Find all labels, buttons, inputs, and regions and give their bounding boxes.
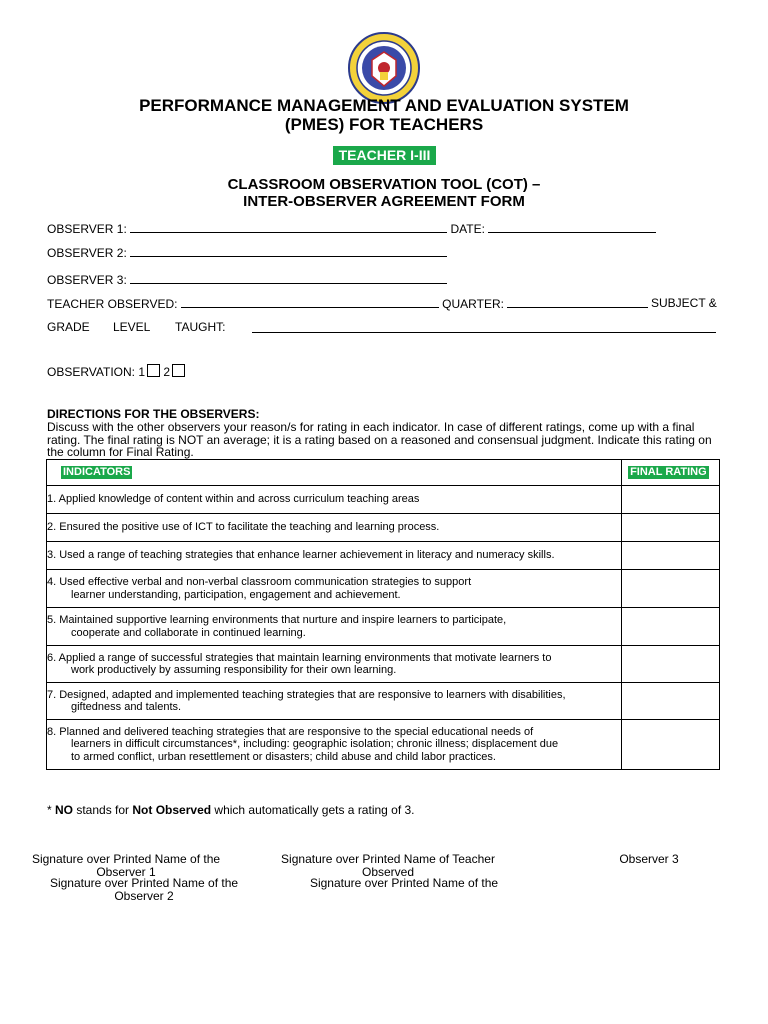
signature-observer-1-line-1: Signature over Printed Name of the [31, 852, 221, 866]
observer-2-label: OBSERVER 2: [47, 246, 127, 260]
observer-2-line[interactable] [130, 245, 447, 257]
observer-3-row [47, 272, 447, 287]
signature-observer-1-line-2: Observer 1 [96, 864, 156, 879]
footnote-no: NO [55, 803, 74, 817]
observer-3-line[interactable] [130, 272, 447, 284]
deped-seal-logo [348, 32, 420, 104]
final-rating-cell[interactable] [622, 570, 720, 608]
indicators-header: INDICATORS [63, 466, 131, 479]
observer-1-label: OBSERVER 1: [47, 222, 127, 236]
date-label: DATE: [450, 222, 485, 236]
indicator-cell [47, 720, 622, 770]
observation-1-checkbox[interactable] [147, 364, 160, 377]
observer-3-label: OBSERVER 3: [47, 273, 127, 287]
final-rating-header: FINAL RATING [630, 466, 707, 479]
signature-observer-3-line-1: Signature over Printed Name of the [309, 876, 499, 890]
signature-observer-3-label: Observer 3 [619, 852, 679, 866]
table-row [47, 646, 720, 683]
indicator-text-continued-2: to armed conflict, urban resettlement or disasters; child abuse and child labor practices. [71, 750, 496, 763]
teacher-observed-label: TEACHER OBSERVED: [47, 297, 178, 311]
observer-2-row [47, 245, 447, 260]
indicator-text-continued: cooperate and collaborate in continued learning. [71, 626, 306, 639]
form-subtitle-line-2: INTER-OBSERVER AGREEMENT FORM [243, 193, 525, 210]
footnote-not-observed: Not Observed [132, 803, 212, 817]
footnote [47, 803, 415, 817]
final-rating-cell[interactable] [622, 486, 720, 514]
directions-heading: DIRECTIONS FOR THE OBSERVERS: [47, 407, 260, 421]
signature-observer-3-partial [304, 877, 504, 890]
indicator-cell [47, 486, 622, 514]
indicator-text-continued: work productively by assuming responsibility for their own learning. [71, 664, 397, 676]
indicator-cell [47, 608, 622, 646]
indicator-cell [47, 514, 622, 542]
indicators-table [46, 459, 720, 770]
observer-1-line[interactable] [130, 221, 447, 233]
date-line[interactable] [488, 221, 656, 233]
form-title-line-1: PERFORMANCE MANAGEMENT AND EVALUATION SYSTEM [139, 96, 629, 115]
teacher-level-badge: TEACHER I-III [333, 146, 436, 165]
signature-observer-1 [26, 853, 226, 878]
grade-label: GRADE [47, 320, 90, 334]
table-row [47, 720, 720, 770]
footnote-prefix: * [47, 803, 56, 817]
final-rating-cell[interactable] [622, 683, 720, 720]
quarter-line[interactable] [507, 296, 648, 308]
table-header-row [47, 460, 720, 486]
table-row [47, 570, 720, 608]
table-row [47, 608, 720, 646]
observation-2-checkbox[interactable] [172, 364, 185, 377]
indicator-cell [47, 683, 622, 720]
indicator-text: 8. Planned and delivered teaching strategies that are responsive to the special educational needs of [47, 725, 534, 738]
table-row [47, 683, 720, 720]
indicator-text: 6. Applied a range of successful strategies that maintain learning environments that motivate learners to [47, 651, 552, 664]
grade-level-taught-line[interactable] [252, 320, 716, 333]
final-rating-cell[interactable] [622, 608, 720, 646]
signature-observer-2-line-2: Observer 2 [114, 888, 174, 903]
observer-1-row [47, 221, 656, 236]
form-subtitle-line-1: CLASSROOM OBSERVATION TOOL (COT) – [227, 176, 541, 193]
signature-teacher-observed [274, 853, 502, 878]
footnote-mid: stands for [73, 803, 133, 817]
level-label: LEVEL [113, 320, 151, 334]
quarter-label: QUARTER: [442, 297, 504, 311]
indicator-text: 2. Ensured the positive use of ICT to facilitate the teaching and learning process. [47, 521, 440, 534]
teacher-observed-line[interactable] [181, 296, 439, 308]
table-row [47, 486, 720, 514]
final-rating-cell[interactable] [622, 646, 720, 683]
signature-observer-2-line-1: Signature over Printed Name of the [49, 876, 239, 890]
indicator-text-continued: giftedness and talents. [71, 701, 182, 713]
subject-amp-label: SUBJECT & [651, 296, 717, 310]
indicator-text-continued: learner understanding, participation, engagement and achievement. [71, 588, 401, 601]
indicator-cell [47, 570, 622, 608]
indicator-cell [47, 542, 622, 570]
taught-label: TAUGHT: [175, 320, 226, 334]
directions-body: Discuss with the other observers your reason/s for rating in each indicator. In case of different ratings, come up with a final rating. The final rating is NOT an average; it is a rating based on a reasoned and consensual judgment. Indicate this rating on the column for Final Rating. [47, 420, 712, 459]
signature-teacher-line-1: Signature over Printed Name of Teacher [281, 852, 495, 866]
table-row [47, 542, 720, 570]
signature-teacher-line-2: Observed [361, 864, 415, 879]
teacher-observed-row [47, 296, 648, 311]
indicator-cell [47, 646, 622, 683]
indicator-text: 7. Designed, adapted and implemented teaching strategies that are responsive to learners with disabilities, [47, 688, 566, 701]
table-row [47, 514, 720, 542]
indicator-text: 5. Maintained supportive learning environments that nurture and inspire learners to participate, [47, 614, 507, 626]
final-rating-cell[interactable] [622, 514, 720, 542]
final-rating-cell[interactable] [622, 542, 720, 570]
observation-row [47, 364, 185, 379]
indicator-text-continued: learners in difficult circumstances*, including: geographic isolation; chronic illness; displacement due [71, 738, 559, 751]
observation-2-label: 2 [163, 365, 171, 379]
final-rating-cell[interactable] [622, 720, 720, 770]
footnote-suffix: which automatically gets a rating of 3. [211, 803, 415, 817]
form-title-line-2: (PMES) FOR TEACHERS [284, 115, 484, 134]
signature-observer-2 [44, 877, 244, 902]
final-rating-header-cell [622, 460, 720, 486]
indicator-text: 4. Used effective verbal and non-verbal classroom communication strategies to support [47, 576, 472, 588]
indicator-text: 3. Used a range of teaching strategies that enhance learner achievement in literacy and numeracy skills. [47, 549, 555, 562]
indicator-text: 1. Applied knowledge of content within and across curriculum teaching areas [47, 493, 420, 506]
observation-label: OBSERVATION: 1 [47, 365, 146, 379]
indicators-header-cell [47, 460, 622, 486]
